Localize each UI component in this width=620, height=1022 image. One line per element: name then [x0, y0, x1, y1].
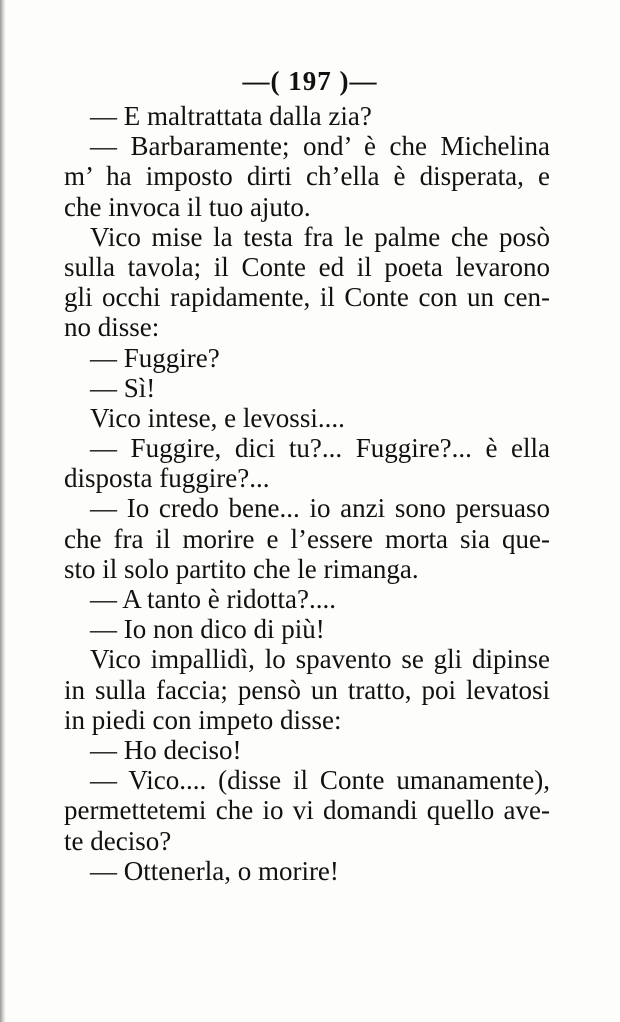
- text-line: te deciso?: [64, 825, 172, 856]
- text-line: no disse:: [64, 312, 160, 343]
- body-text: [64, 101, 550, 886]
- text-line: — E maltrattata dalla zia?: [90, 101, 372, 131]
- text-line: in piedi con impeto disse:: [64, 704, 342, 735]
- text-line: — Sì!: [90, 372, 156, 403]
- text-line: — Ho deciso!: [90, 734, 242, 765]
- text-line: Vico impallidì, lo spavento se gli dipinse: [90, 644, 550, 675]
- page-number: —( 197 )—: [242, 66, 378, 96]
- text-line: — Ottenerla, o morire!: [90, 855, 339, 886]
- text-line: — A tanto è ridotta?....: [90, 584, 336, 614]
- text-line: sto il solo partito che le rimanga.: [64, 553, 419, 584]
- text-line: che invoca il tuo ajuto.: [64, 191, 311, 222]
- page-edge-shadow: [0, 0, 6, 1022]
- text-line: disposta fuggire?...: [64, 463, 270, 494]
- text-line: — Vico.... (disse il Conte umanamente),: [90, 765, 550, 796]
- text-line: Vico mise la testa fra le palme che posò: [90, 221, 550, 252]
- text-line: — Fuggire, dici tu?... Fuggire?... è ella: [90, 433, 550, 464]
- text-line: permettetemi che io vi domandi quello ave-: [64, 795, 550, 826]
- page-number-header: [0, 66, 620, 97]
- text-line: — Io non dico di più!: [90, 614, 325, 645]
- text-line: che fra il morire e l’essere morta sia que-: [64, 523, 550, 554]
- text-line: in sulla faccia; pensò un tratto, poi levatosi: [64, 674, 550, 705]
- text-line: — Fuggire?: [90, 342, 220, 373]
- text-line: — Io credo bene... io anzi sono persuaso: [90, 493, 550, 524]
- text-line: m’ ha imposto dirti ch’ella è disperata, e: [64, 161, 550, 192]
- text-line: Vico intese, e levossi....: [90, 402, 345, 433]
- text-line: — Barbaramente; ond’ è che Michelina: [90, 131, 550, 162]
- text-line: sulla tavola; il Conte ed il poeta levarono: [64, 251, 550, 282]
- text-line: gli occhi rapidamente, il Conte con un cen-: [64, 282, 550, 313]
